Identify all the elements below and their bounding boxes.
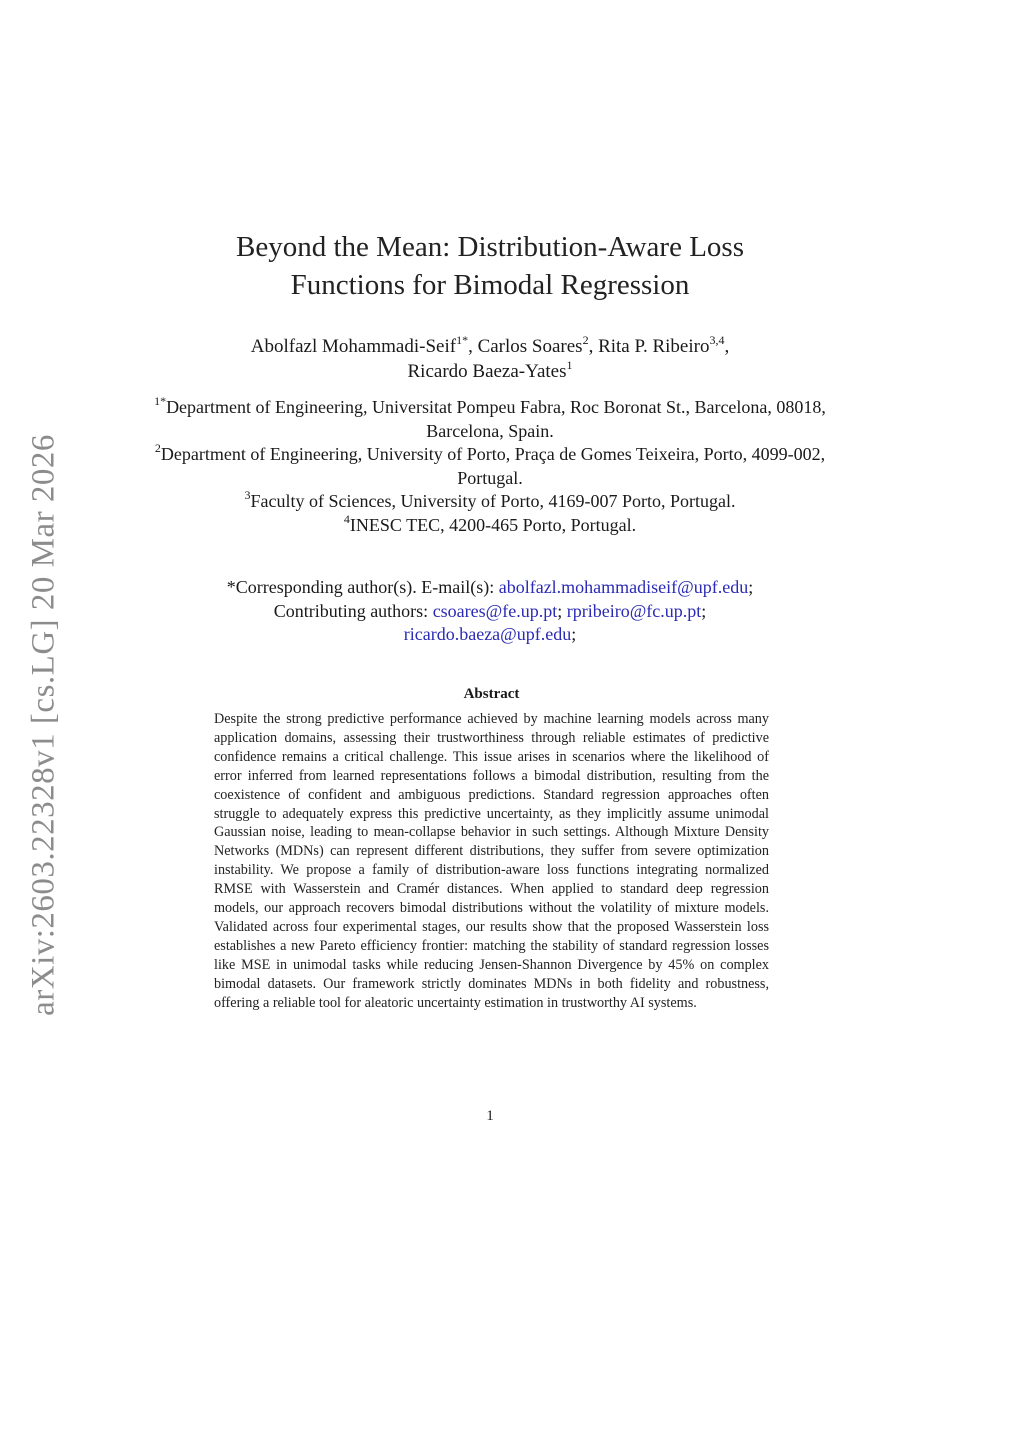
author-affil-marker: 2 — [582, 332, 589, 347]
abstract-heading: Abstract — [463, 686, 520, 702]
contributing-line-2: ricardo.baeza@upf.edu; — [403, 624, 577, 644]
contributing-line: Contributing authors: csoares@fe.up.pt; rpribeiro@fc.up.pt; — [273, 600, 707, 621]
affiliation-item: $^4$INESC TEC, 4200-465 Porto, Portugal. — [343, 511, 637, 535]
paper-title — [190, 228, 790, 304]
contrib-email-link[interactable]: csoares@fe.up.pt — [432, 600, 558, 621]
author-line-1: Abolfazl Mohammadi-Seif$^{1*}$, Carlos Soares$^2$, Rita P. Ribeiro$^{3,4}$, — [250, 332, 730, 357]
correspondence-block — [150, 576, 830, 647]
affiliation-item: $^3$Faculty of Sciences, University of Porto, 4169-007 Porto, Portugal. — [244, 488, 736, 511]
author-name: Abolfazl Mohammadi-Seif — [250, 336, 457, 357]
contrib-email-link[interactable]: ricardo.baeza@upf.edu — [403, 624, 572, 644]
author-name: Ricardo Baeza-Yates — [407, 361, 567, 382]
author-line-2 — [150, 359, 830, 384]
author-affil-marker: 1 — [566, 357, 573, 372]
author-affil-marker: 1* — [456, 332, 469, 347]
arxiv-identifier-stamp: arXiv:2603.22328v1 [cs.LG] 20 Mar 2026 — [25, 434, 62, 1016]
corresponding-label: *Corresponding author(s). E-mail(s): — [226, 577, 495, 597]
abstract-text: Despite the strong predictive performance achieved by machine learning models across many application domains, assessing their trustworthiness through reliable estimates of predictive confidence remains a critical challenge. This issue arises in scenarios where the likelihood of error inferred from learned representations follows a bimodal distribution, resulting from the coexistence of confident and ambiguous predictions. Standard regression approaches often struggle to adequately express this predictive uncertainty, as they implicitly assume unimodal Gaussian noise, leading to mean-collapse behavior in such settings. Although Mixture Density Networks (MDNs) can represent different distributions, they suffer from severe optimization instability. We propose a family of distribution-aware loss functions integrating normalized RMSE with Wasserstein and Cramér distances. When applied to standard deep regression models, our approach recovers bimodal distributions without the volatility of mixture models. Validated across four experimental stages, our results show that the proposed Wasserstein loss establishes a new Pareto efficiency frontier: matching the stability of standard regression losses like MSE in unimodal tasks while reducing Jensen-Shannon Divergence by 45% on complex bimodal datasets. Our framework strictly dominates MDNs in both fidelity and robustness, offering a reliable tool for aleatoric uncertainty estimation in trustworthy AI systems. — [214, 711, 769, 1011]
corresponding-line: *Corresponding author(s). E-mail(s): abolfazl.mohammadiseif@upf.edu; — [226, 577, 754, 597]
affiliation-item: $^2$Department of Engineering, University of Porto, Praça de Gomes Teixeira, Porto, 4099-002, Portugal. — [154, 441, 826, 488]
affiliation-list — [150, 396, 830, 537]
contributing-label: Contributing authors: — [273, 600, 429, 621]
corresponding-email-link[interactable]: abolfazl.mohammadiseif@upf.edu — [498, 577, 749, 597]
affiliation-item: $^{1*}$Department of Engineering, Universitat Pompeu Fabra, Roc Boronat St., Barcelona, 08018, Barcelona, Spain. — [154, 394, 826, 441]
author-name: Carlos Soares — [477, 336, 583, 357]
title-line-2: Functions for Bimodal Regression — [290, 269, 690, 301]
contrib-email-link[interactable]: rpribeiro@fc.up.pt — [566, 600, 702, 621]
title-line-1: Beyond the Mean: Distribution-Aware Loss — [236, 231, 744, 263]
author-affil-marker: 3,4 — [709, 332, 725, 347]
page-number: 1 — [486, 1108, 494, 1124]
author-list — [150, 334, 830, 384]
author-name: Rita P. Ribeiro — [598, 336, 710, 357]
